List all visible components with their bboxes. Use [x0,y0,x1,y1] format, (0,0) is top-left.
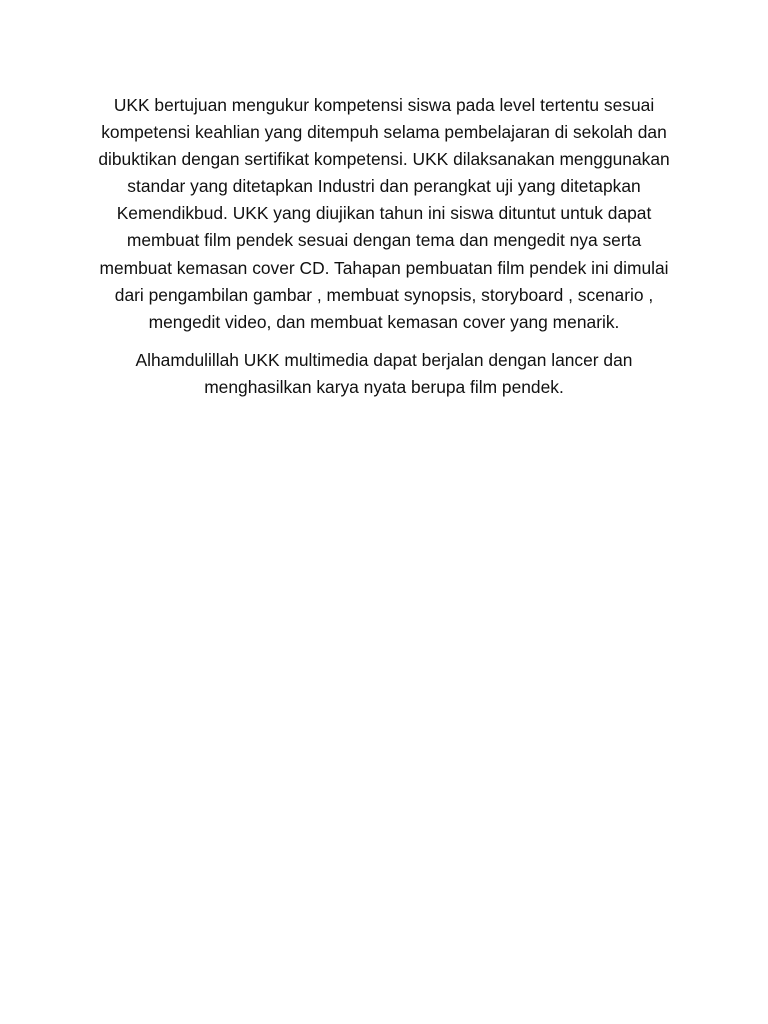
paragraph-ukk-result: Alhamdulillah UKK multimedia dapat berjalan dengan lancer dan menghasilkan karya nyata berupa film pendek. [135,349,633,397]
document-body [92,92,676,412]
paragraph-ukk-description: UKK bertujuan mengukur kompetensi siswa pada level tertentu sesuai kompetensi keahlian yang ditempuh selama pembelajaran di sekolah dan dibuktikan dengan sertifikat kompetensi. UKK dilaksanakan menggunakan standar yang ditetapkan Industri dan perangkat uji yang ditetapkan Kemendikbud. UKK yang diujikan tahun ini siswa dituntut untuk dapat membuat film pendek sesuai dengan tema dan mengedit nya serta membuat kemasan cover CD. Tahapan pembuatan film pendek ini dimulai dari pengambilan gambar , membuat synopsis, storyboard , scenario , mengedit video, dan membuat kemasan cover yang menarik. [98,95,670,332]
